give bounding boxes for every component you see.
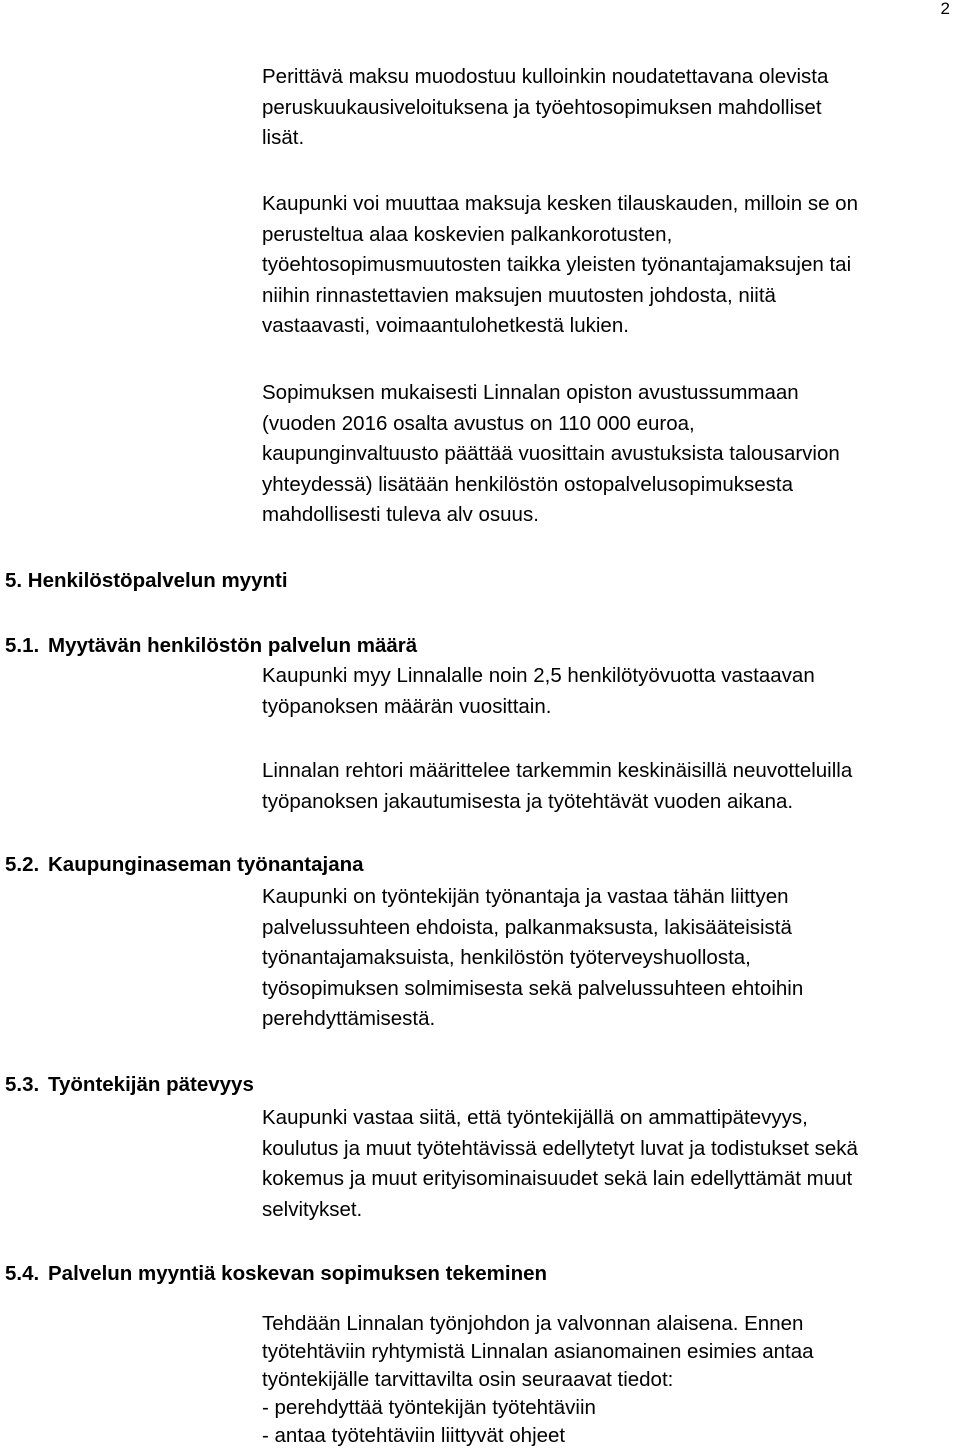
section-5-1-paragraph-2: Linnalan rehtori määrittelee tarkemmin keskinäisillä neuvotteluilla työpanoksen jakautumisesta ja työtehtävät vuoden aikana.	[262, 759, 853, 813]
section-5-1-paragraph-1: Kaupunki myy Linnalalle noin 2,5 henkilötyövuotta vastaavan työpanoksen määrän vuosittain.	[262, 664, 815, 718]
section-5-3-number: 5.3.	[5, 1073, 40, 1096]
paragraph-fee-changes: Kaupunki voi muuttaa maksuja kesken tilauskauden, milloin se on perusteltua alaa koskevien palkankorotusten, työehtosopimusmuutosten taikka yleisten työnantajamaksujen tai niihin rinnastettavien maksujen muutosten johdosta, niitä vastaavasti, voimaantulohetkestä lukien.	[262, 192, 858, 338]
section-5-heading: 5. Henkilöstöpalvelun myynti	[5, 569, 288, 592]
section-5-4-heading	[5, 1259, 805, 1290]
section-5-2-heading	[5, 850, 705, 881]
section-5-4-title: Palvelun myyntiä koskevan sopimuksen tekeminen	[48, 1262, 548, 1285]
section-5-4-paragraph: Tehdään Linnalan työnjohdon ja valvonnan alaisena. Ennen työtehtäviin ryhtymistä Linnalan asianomainen esimies antaa työntekijälle tarvittavilta osin seuraavat tiedot: - perehdyttää työntekijän työtehtäviin - antaa työtehtäviin liittyvät ohjeet	[262, 1312, 814, 1447]
section-5-1-number: 5.1.	[5, 634, 40, 657]
section-5-3-paragraph: Kaupunki vastaa siitä, että työntekijällä on ammattipätevyys, koulutus ja muut työtehtävissä edellytetyt luvat ja todistukset sekä kokemus ja muut erityisominaisuudet sekä lain edellyttämät muut selvitykset.	[262, 1106, 858, 1221]
section-5-2-title: Kaupunginaseman työnantajana	[48, 853, 364, 876]
paragraph-grant-vat: Sopimuksen mukaisesti Linnalan opiston avustussummaan (vuoden 2016 osalta avustus on 110 000 euroa, kaupunginvaltuusto päättää vuosittain avustuksista talousarvion yhteydessä) lisätään henkilöstön ostopalvelusopimuksesta mahdollisesti tuleva alv osuus.	[262, 381, 840, 527]
section-5-4-number: 5.4.	[5, 1262, 40, 1285]
section-5-3-title: Työntekijän pätevyys	[48, 1073, 254, 1096]
section-5-2-paragraph: Kaupunki on työntekijän työnantaja ja vastaa tähän liittyen palvelussuhteen ehdoista, palkanmaksusta, lakisääteisistä työnantajamaksuista, henkilöstön työterveyshuollosta, työsopimuksen solmimisesta sekä palvelussuhteen ehtoihin perehdyttämisestä.	[262, 885, 804, 1031]
section-5-1-heading	[5, 631, 705, 662]
section-5-2-number: 5.2.	[5, 853, 40, 876]
section-5-1-title: Myytävän henkilöstön palvelun määrä	[48, 634, 418, 657]
paragraph-fee-composition: Perittävä maksu muodostuu kulloinkin noudatettavana olevista peruskuukausiveloituksena ja työehtosopimuksen mahdolliset lisät.	[262, 65, 829, 150]
section-5-3-heading	[5, 1070, 705, 1101]
page-number: 2	[940, 0, 950, 18]
